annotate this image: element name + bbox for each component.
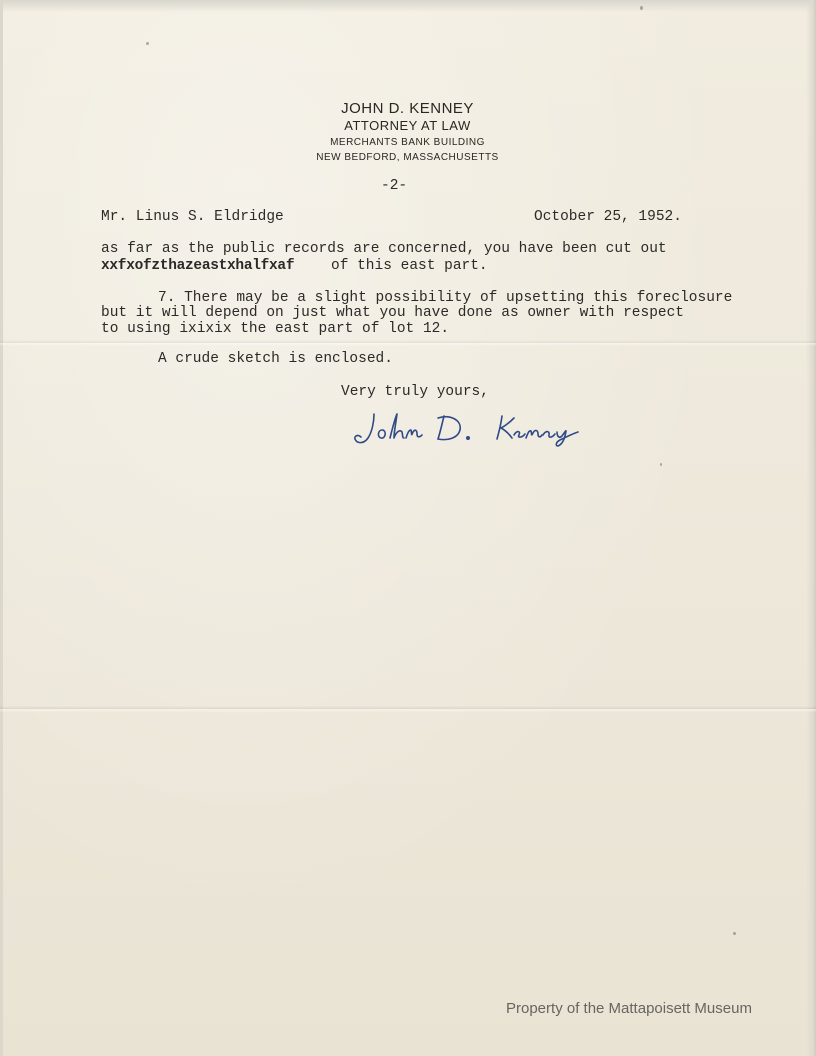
paper-speck [146,42,149,45]
paper-fold-upper [0,340,816,346]
addressee: Mr. Linus S. Eldridge [101,209,284,225]
body-line-1: as far as the public records are concerned, you have been cut out [101,241,667,257]
body-struck-out-text: xxfxofzthazeastxhalfxaf [101,258,295,274]
paper-speck [660,463,662,466]
paper-left-edge [0,0,3,1056]
closing: Very truly yours, [341,384,489,400]
paper-right-edge [806,0,816,1056]
paper-speck [640,6,643,10]
letterhead-title: ATTORNEY AT LAW [344,118,471,133]
body-line-2: of this east part. [331,258,488,274]
body-paragraph-2-line-3: to using ixixix the east part of lot 12. [101,321,450,337]
body-paragraph-3: A crude sketch is enclosed. [158,351,393,367]
letterhead-city: NEW BEDFORD, MASSACHUSETTS [316,152,499,163]
letter-date: October 25, 1952. [534,209,682,225]
letterhead-name: JOHN D. KENNEY [341,100,474,117]
paper-fold-lower [0,706,816,712]
page-number: -2- [381,178,408,194]
paper-speck [733,932,736,935]
letterhead [250,100,565,165]
body-paragraph-2-line-1: 7. There may be a slight possibility of upsetting this foreclosure [158,290,733,306]
handwritten-signature [352,408,612,450]
museum-watermark: Property of the Mattapoisett Museum [506,1000,752,1017]
paper-top-edge [0,0,816,12]
body-paragraph-2-line-2: but it will depend on just what you have done as owner with respect [101,305,684,321]
letterhead-building: MERCHANTS BANK BUILDING [330,137,485,148]
